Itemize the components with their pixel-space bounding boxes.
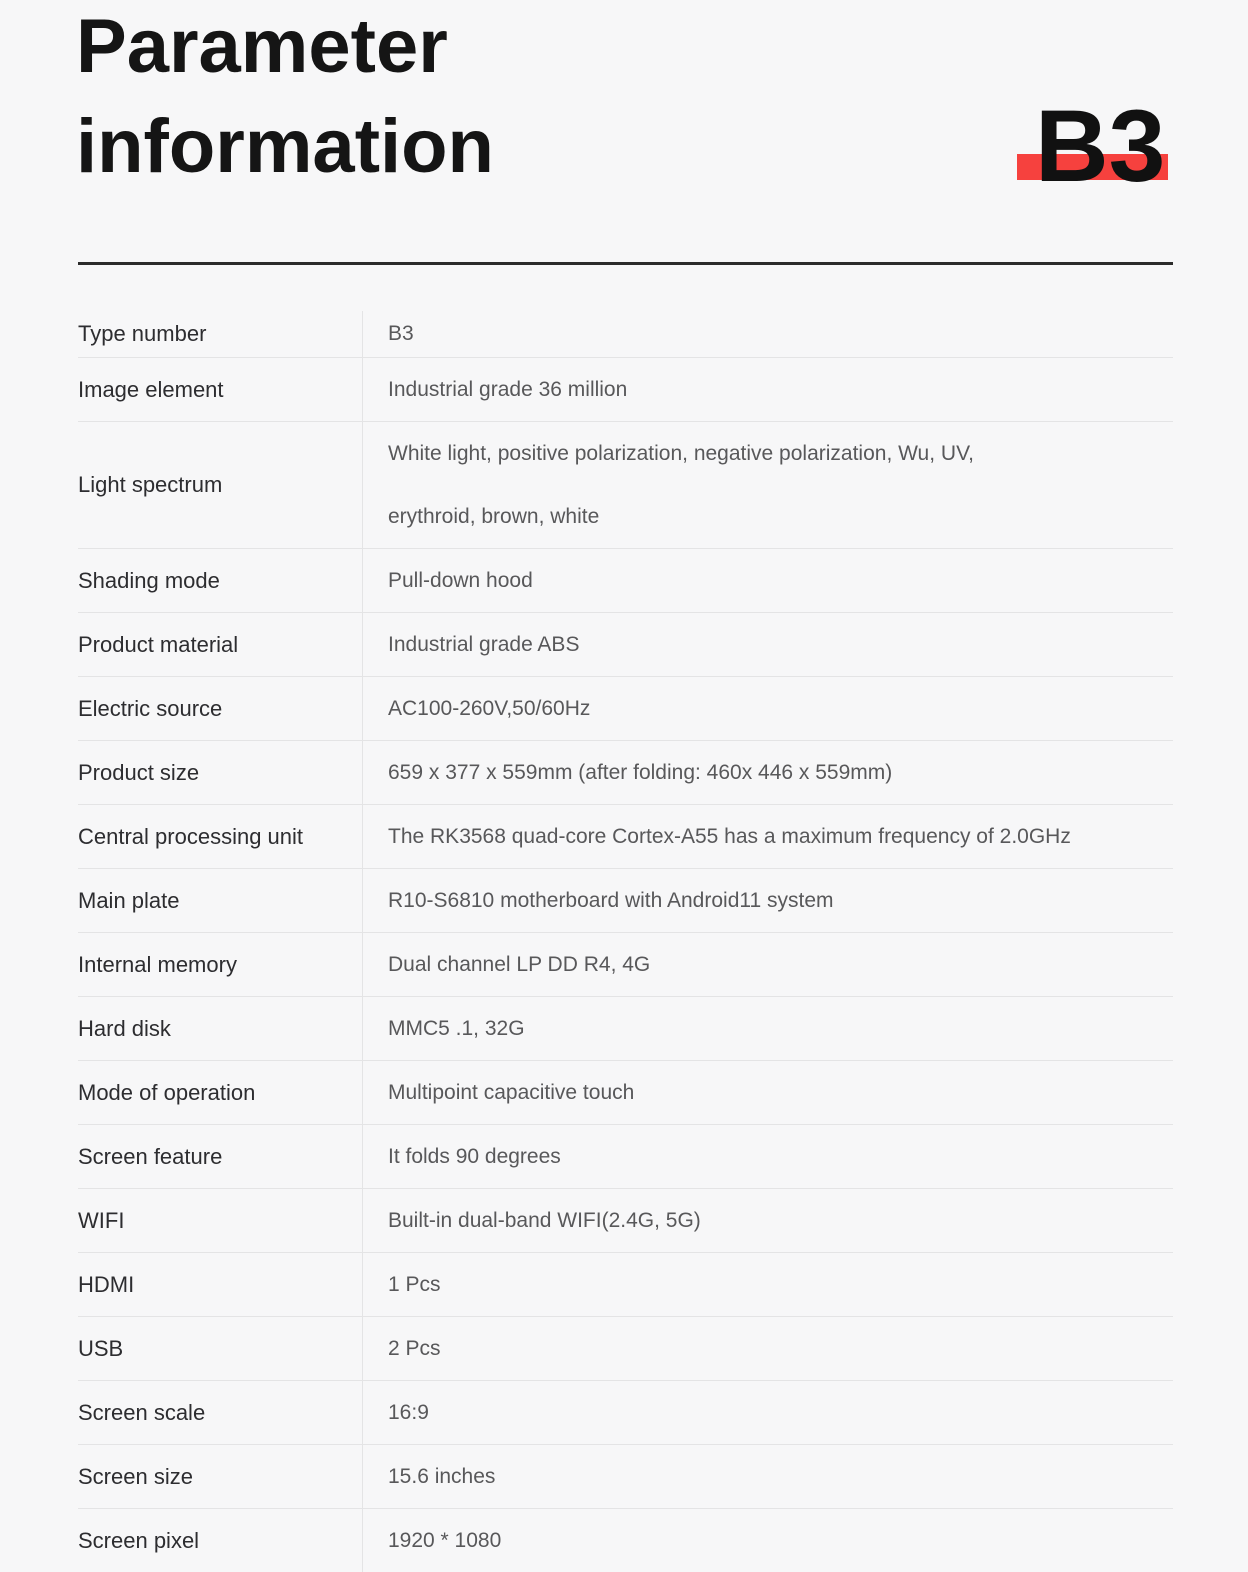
- spec-value-line: Dual channel LP DD R4, 4G: [388, 952, 651, 976]
- spec-row: [78, 548, 1173, 612]
- spec-value: [362, 422, 1173, 548]
- spec-row: [78, 1380, 1173, 1444]
- model-badge-text: B3: [1035, 89, 1166, 203]
- spec-value-line: Built-in dual-band WIFI(2.4G, 5G): [388, 1208, 701, 1232]
- spec-label: WIFI: [78, 1207, 125, 1233]
- spec-row: [78, 932, 1173, 996]
- spec-value-line: AC100-260V,50/60Hz: [388, 696, 591, 720]
- spec-label: Light spectrum: [78, 472, 223, 497]
- spec-row: [78, 421, 1173, 548]
- spec-row: [78, 1188, 1173, 1252]
- spec-label: Main plate: [78, 887, 180, 913]
- spec-label: HDMI: [78, 1271, 135, 1297]
- spec-value-line: 1 Pcs: [388, 1272, 441, 1296]
- spec-row: [78, 996, 1173, 1060]
- spec-row: [78, 1508, 1173, 1572]
- spec-row: [78, 612, 1173, 676]
- spec-value-line: 1920 * 1080: [388, 1528, 502, 1552]
- spec-value: [362, 1381, 1173, 1444]
- spec-value-line: B3: [388, 322, 414, 345]
- spec-table: [78, 311, 1173, 1572]
- spec-value-line: MMC5 .1, 32G: [388, 1016, 525, 1040]
- spec-value: [362, 933, 1173, 996]
- spec-value: [362, 1125, 1173, 1188]
- spec-value-line: Pull-down hood: [388, 568, 533, 592]
- spec-value-line: The RK3568 quad-core Cortex-A55 has a maximum frequency of 2.0GHz: [388, 824, 1071, 848]
- spec-value-line: White light, positive polarization, negative polarization, Wu, UV,: [388, 442, 974, 465]
- spec-value: [362, 1061, 1173, 1124]
- spec-value-line: 16:9: [388, 1400, 429, 1424]
- page-title-line1: Parameter: [76, 4, 448, 89]
- spec-label: USB: [78, 1335, 124, 1361]
- spec-value: [362, 677, 1173, 740]
- spec-value: [362, 997, 1173, 1060]
- spec-label: Mode of operation: [78, 1079, 256, 1105]
- spec-value-line: R10-S6810 motherboard with Android11 system: [388, 888, 834, 912]
- page-title-line2: information: [76, 104, 494, 189]
- spec-value: [362, 311, 1173, 357]
- model-badge: [1017, 89, 1168, 203]
- spec-label: Type number: [78, 321, 207, 346]
- spec-label: Screen pixel: [78, 1527, 200, 1553]
- spec-row: [78, 1444, 1173, 1508]
- spec-label: Hard disk: [78, 1015, 171, 1041]
- spec-value: [362, 741, 1173, 804]
- spec-value: [362, 358, 1173, 421]
- spec-value: [362, 613, 1173, 676]
- spec-value-line: 15.6 inches: [388, 1464, 496, 1488]
- spec-row: [78, 1316, 1173, 1380]
- spec-row: [78, 868, 1173, 932]
- spec-value-line: Multipoint capacitive touch: [388, 1080, 635, 1104]
- spec-value-line: Industrial grade 36 million: [388, 377, 628, 401]
- spec-row: [78, 311, 1173, 357]
- spec-label: Screen feature: [78, 1143, 223, 1169]
- spec-value: [362, 1445, 1173, 1508]
- spec-label: Screen scale: [78, 1399, 206, 1425]
- spec-value: [362, 1189, 1173, 1252]
- spec-label: Internal memory: [78, 951, 237, 977]
- spec-value-line: 659 x 377 x 559mm (after folding: 460x 446 x 559mm): [388, 760, 893, 784]
- title-divider: [78, 262, 1173, 265]
- page-title: [76, 0, 1168, 203]
- spec-label: Image element: [78, 376, 224, 402]
- spec-label: Product size: [78, 759, 200, 785]
- spec-value-line: erythroid, brown, white: [388, 505, 600, 528]
- spec-value: [362, 1253, 1173, 1316]
- spec-label: Shading mode: [78, 567, 220, 593]
- spec-row: [78, 1252, 1173, 1316]
- spec-value: [362, 549, 1173, 612]
- spec-row: [78, 804, 1173, 868]
- spec-label: Product material: [78, 631, 239, 657]
- spec-label: Central processing unit: [78, 823, 304, 849]
- spec-value-line: 2 Pcs: [388, 1336, 441, 1360]
- spec-value: [362, 1317, 1173, 1380]
- spec-value: [362, 805, 1173, 868]
- spec-row: [78, 676, 1173, 740]
- spec-label: Screen size: [78, 1463, 193, 1489]
- spec-row: [78, 740, 1173, 804]
- spec-value-line: Industrial grade ABS: [388, 632, 580, 656]
- spec-value: [362, 869, 1173, 932]
- spec-value-line: It folds 90 degrees: [388, 1144, 561, 1168]
- spec-row: [78, 1060, 1173, 1124]
- page-header: [0, 0, 1248, 203]
- spec-label: Electric source: [78, 695, 223, 721]
- spec-row: [78, 357, 1173, 421]
- spec-row: [78, 1124, 1173, 1188]
